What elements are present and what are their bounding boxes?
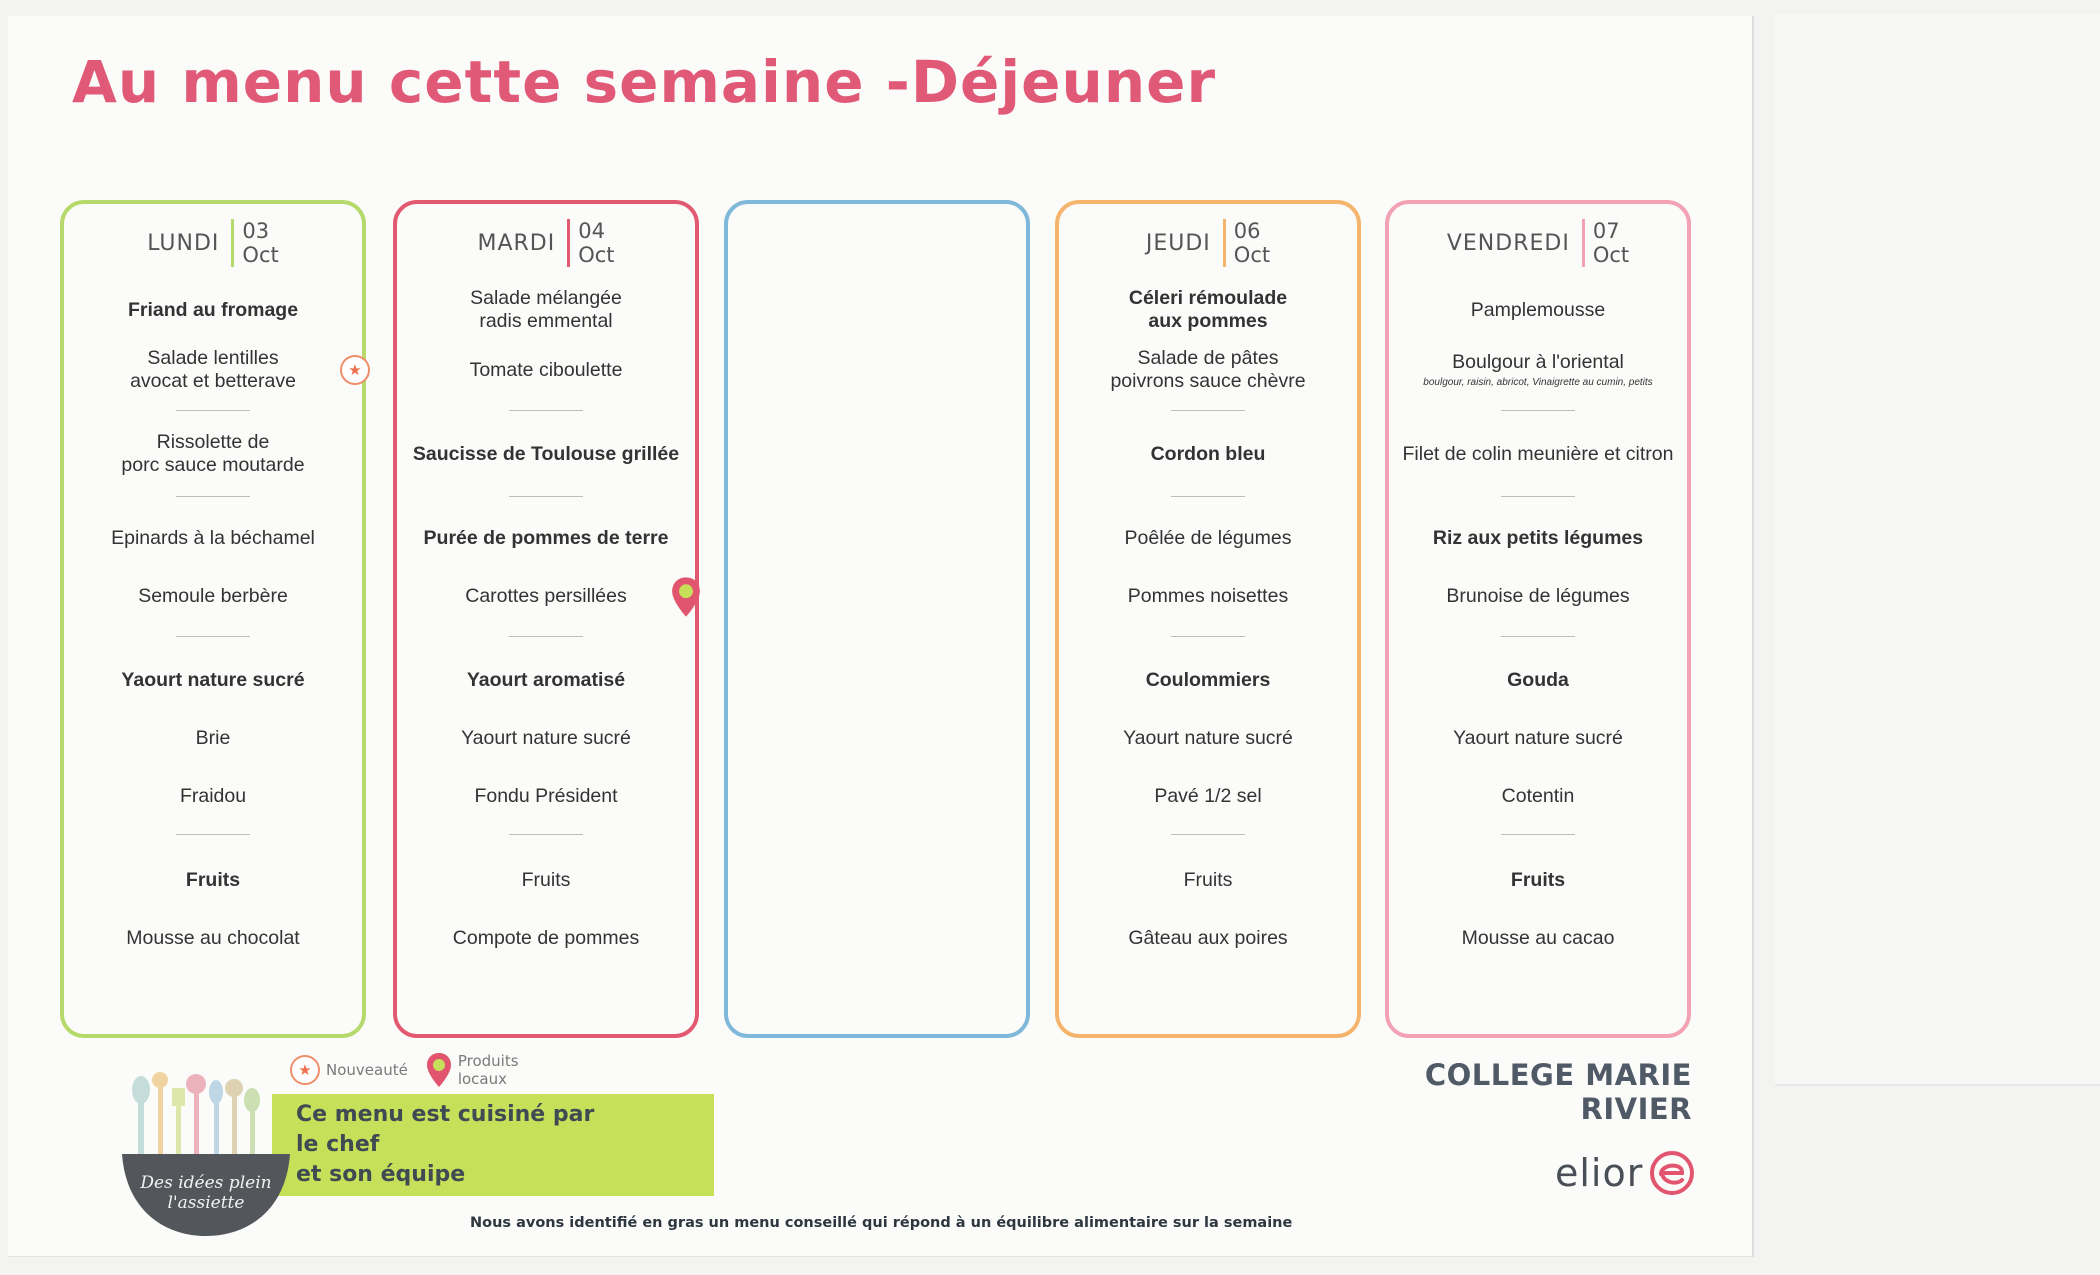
bowl-logo bbox=[118, 1070, 294, 1240]
course-separator bbox=[176, 636, 250, 637]
menu-item: Mousse au cacao bbox=[1461, 926, 1615, 949]
menu-item: Brie bbox=[195, 726, 231, 749]
local-pin-icon bbox=[426, 1052, 452, 1088]
day-month: Oct bbox=[578, 243, 615, 267]
day-header bbox=[64, 214, 362, 272]
menu-item: Cotentin bbox=[1501, 784, 1575, 807]
menu-item: Yaourt nature sucré bbox=[1453, 726, 1623, 749]
menu-item: Salade mélangée radis emmental bbox=[470, 287, 622, 332]
menu-item: Fruits bbox=[521, 868, 571, 891]
day-month: Oct bbox=[1592, 243, 1630, 267]
day-number: 07 bbox=[1592, 219, 1620, 243]
menu-item: Fruits bbox=[1510, 868, 1566, 891]
course-separator bbox=[1171, 834, 1245, 835]
new-badge-icon: ★ bbox=[340, 355, 370, 385]
course-separator bbox=[176, 410, 250, 411]
menu-item: Fruits bbox=[185, 868, 241, 891]
course-separator bbox=[509, 496, 583, 497]
menu-item: Rissolette de porc sauce moutarde bbox=[121, 431, 305, 476]
day-header bbox=[397, 214, 695, 272]
day-card-empty bbox=[724, 200, 1030, 1038]
day-date bbox=[1223, 219, 1270, 267]
footnote: Nous avons identifié en gras un menu conseillé qui répond à un équilibre alimentaire sur la semaine bbox=[470, 1215, 1293, 1231]
day-month: Oct bbox=[1233, 243, 1271, 267]
day-card-mardi bbox=[393, 200, 699, 1038]
day-name: VENDREDI bbox=[1446, 230, 1570, 256]
college-name: COLLEGE MARIE RIVIER bbox=[1424, 1058, 1692, 1126]
menu-item: Cordon bleu bbox=[1150, 442, 1266, 465]
course-separator bbox=[509, 410, 583, 411]
local-pin-icon bbox=[671, 576, 701, 618]
menu-item: Yaourt aromatisé bbox=[466, 668, 626, 691]
menu-item: Fruits bbox=[1183, 868, 1233, 891]
page-title: Au menu cette semaine -Déjeuner bbox=[72, 48, 1217, 116]
menu-item: Yaourt nature sucré bbox=[1123, 726, 1293, 749]
day-date bbox=[1582, 219, 1629, 267]
menu-item: Riz aux petits légumes bbox=[1432, 526, 1644, 549]
menu-item: Epinards à la béchamel bbox=[111, 526, 315, 549]
day-number: 06 bbox=[1233, 219, 1261, 243]
menu-item: Fraidou bbox=[179, 784, 247, 807]
menu-item: Salade de pâtes poivrons sauce chèvre bbox=[1110, 347, 1306, 392]
bowl-text-line1: Des idées plein bbox=[140, 1173, 272, 1193]
course-separator bbox=[176, 834, 250, 835]
elior-wordmark: elior bbox=[1555, 1151, 1644, 1195]
menu-item: Gouda bbox=[1507, 668, 1569, 691]
menu-item-detail: boulgour, raisin, abricot, Vinaigrette au cumin, petits bbox=[1423, 377, 1653, 388]
day-card-jeudi bbox=[1055, 200, 1361, 1038]
course-separator bbox=[509, 834, 583, 835]
menu-item: Gâteau aux poires bbox=[1128, 926, 1288, 949]
day-date bbox=[231, 219, 278, 267]
elior-logo bbox=[1555, 1150, 1695, 1196]
menu-item: Saucisse de Toulouse grillée bbox=[412, 442, 680, 465]
menu-item: Mousse au chocolat bbox=[126, 926, 300, 949]
menu-item: Yaourt nature sucré bbox=[461, 726, 631, 749]
menu-item: Pommes noisettes bbox=[1127, 584, 1289, 607]
chef-banner-text: Ce menu est cuisiné par le chef et son équipe bbox=[296, 1102, 595, 1187]
day-month: Oct bbox=[242, 243, 279, 267]
day-header bbox=[1059, 214, 1357, 272]
menu-item: Coulommiers bbox=[1145, 668, 1271, 691]
elior-e-icon bbox=[1649, 1150, 1695, 1196]
course-separator bbox=[509, 636, 583, 637]
menu-item: Salade lentilles avocat et betterave bbox=[130, 347, 296, 392]
day-name: JEUDI bbox=[1145, 230, 1211, 256]
new-badge-icon: ★ bbox=[290, 1055, 320, 1085]
menu-item: Tomate ciboulette bbox=[469, 358, 623, 381]
menu-item: Boulgour à l'oriental boulgour, raisin, abricot, Vinaigrette au cumin, petits bbox=[1395, 351, 1681, 389]
course-separator bbox=[1501, 834, 1575, 835]
menu-item: Carottes persillées bbox=[465, 584, 627, 607]
bowl-text-line2: l'assiette bbox=[167, 1193, 245, 1213]
menu-item: Semoule berbère bbox=[138, 584, 288, 607]
course-separator bbox=[1171, 410, 1245, 411]
day-card-vendredi bbox=[1385, 200, 1691, 1038]
menu-item: Purée de pommes de terre bbox=[423, 526, 669, 549]
menu-item: Fondu Président bbox=[474, 784, 618, 807]
day-header bbox=[1389, 214, 1687, 272]
course-separator bbox=[1501, 410, 1575, 411]
day-number: 04 bbox=[578, 219, 605, 243]
day-name: LUNDI bbox=[147, 230, 220, 256]
menu-item: Brunoise de légumes bbox=[1446, 584, 1630, 607]
menu-item: Pavé 1/2 sel bbox=[1154, 784, 1262, 807]
menu-item: Céleri rémoulade aux pommes bbox=[1128, 287, 1288, 332]
menu-item: Compote de pommes bbox=[452, 926, 640, 949]
menu-item: Friand au fromage bbox=[127, 298, 299, 321]
legend bbox=[290, 1052, 519, 1088]
menu-item: Poêlée de légumes bbox=[1124, 526, 1292, 549]
day-number: 03 bbox=[242, 219, 270, 243]
day-name: MARDI bbox=[477, 230, 556, 256]
course-separator bbox=[1171, 636, 1245, 637]
day-date bbox=[567, 219, 614, 267]
course-separator bbox=[176, 496, 250, 497]
menu-item: Yaourt nature sucré bbox=[121, 668, 305, 691]
course-separator bbox=[1501, 496, 1575, 497]
scan-margin bbox=[1775, 14, 2100, 1086]
course-separator bbox=[1501, 636, 1575, 637]
course-separator bbox=[1171, 496, 1245, 497]
legend-new-label: Nouveauté bbox=[326, 1061, 408, 1079]
day-card-lundi bbox=[60, 200, 366, 1038]
legend-local-label: Produits locaux bbox=[457, 1052, 519, 1088]
menu-item: Filet de colin meunière et citron bbox=[1402, 442, 1674, 465]
menu-item: Pamplemousse bbox=[1470, 298, 1606, 321]
